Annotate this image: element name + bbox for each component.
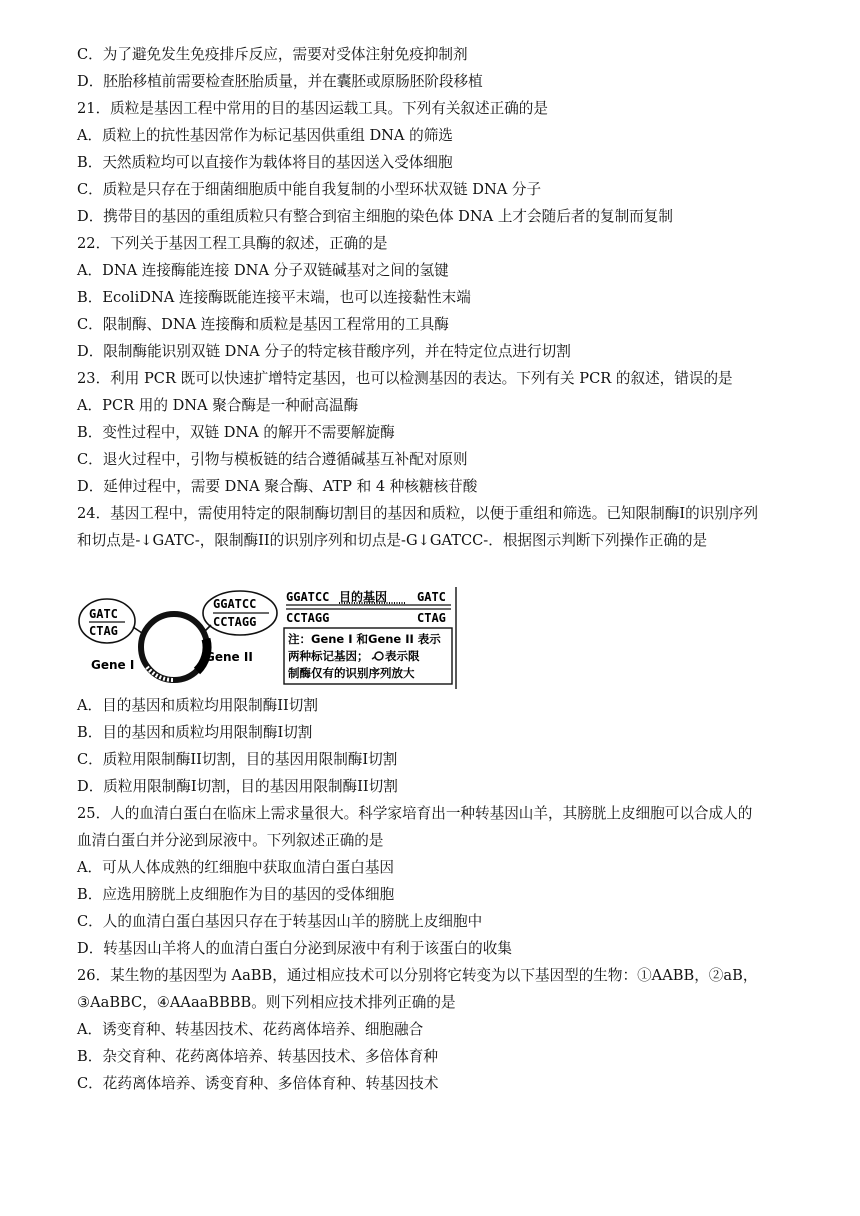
target-left-bottom: CCTAGG [286, 611, 330, 625]
gene2-label: Gene II [205, 650, 253, 664]
option-24d: D．质粒用限制酶I切割，目的基因用限制酶II切割 [77, 778, 398, 795]
left-bubble-bottom: CTAG [89, 624, 118, 638]
right-bubble-top: GGATCC [213, 597, 257, 611]
option-25b: B．应选用膀胱上皮细胞作为目的基因的受体细胞 [77, 886, 395, 903]
option-25c: C．人的血清白蛋白基因只存在于转基因山羊的膀胱上皮细胞中 [77, 913, 483, 930]
question-26-line2: ③AaBBC，④AAaaBBBB。则下列相应技术排列正确的是 [77, 994, 456, 1011]
question-24-line1: 24．基因工程中，需使用特定的限制酶切割目的基因和质粒，以便于重组和筛选。已知限制酶I的识别序列 [77, 505, 759, 522]
option-20c: C．为了避免发生免疫排斥反应，需要对受体注射免疫抑制剂 [77, 46, 468, 63]
option-23a: A．PCR 用的 DNA 聚合酶是一种耐高温酶 [77, 397, 359, 414]
option-24b: B．目的基因和质粒均用限制酶I切割 [77, 724, 313, 741]
gene1-label: Gene I [91, 658, 135, 672]
option-22d: D．限制酶能识别双链 DNA 分子的特定核苷酸序列，并在特定位点进行切割 [77, 343, 571, 360]
option-22c: C．限制酶、DNA 连接酶和质粒是基因工程常用的工具酶 [77, 316, 449, 333]
note-line2: 两种标记基因； [288, 649, 369, 663]
note-line2b: 表示限 [385, 649, 420, 663]
option-26b: B．杂交育种、花药离体培养、转基因技术、多倍体育种 [77, 1048, 438, 1065]
option-24a: A．目的基因和质粒均用限制酶II切割 [77, 697, 318, 714]
option-23b: B．变性过程中，双链 DNA 的解开不需要解旋酶 [77, 424, 395, 441]
option-24c: C．质粒用限制酶II切割，目的基因用限制酶I切割 [77, 751, 398, 768]
note-line3: 制酶仅有的识别序列放大 [288, 666, 415, 680]
diagram-svg [77, 587, 467, 691]
question-24-line2: 和切点是-↓GATC-，限制酶II的识别序列和切点是-G↓GATCC-．根据图示判断下列操作正确的是 [77, 532, 708, 549]
question-25-line1: 25．人的血清白蛋白在临床上需求量很大。科学家培育出一种转基因山羊，其膀胱上皮细胞可以合成人的 [77, 805, 753, 822]
option-25d: D．转基因山羊将人的血清白蛋白分泌到尿液中有利于该蛋白的收集 [77, 940, 512, 957]
option-22a: A．DNA 连接酶能连接 DNA 分子双链碱基对之间的氢键 [77, 262, 449, 279]
option-21b: B．天然质粒均可以直接作为载体将目的基因送入受体细胞 [77, 154, 453, 171]
option-21d: D．携带目的基因的重组质粒只有整合到宿主细胞的染色体 DNA 上才会随后者的复制而复制 [77, 208, 673, 225]
option-23c: C．退火过程中，引物与模板链的结合遵循碱基互补配对原则 [77, 451, 468, 468]
target-gene-label: 目的基因 [339, 590, 388, 604]
option-21c: C．质粒是只存在于细菌细胞质中能自我复制的小型环状双链 DNA 分子 [77, 181, 542, 198]
target-right-bottom: CTAG [417, 611, 446, 625]
option-26a: A．诱变育种、转基因技术、花药离体培养、细胞融合 [77, 1021, 424, 1038]
option-25a: A．可从人体成熟的红细胞中获取血清白蛋白基因 [77, 859, 395, 876]
restriction-enzyme-diagram [77, 587, 467, 691]
left-bubble-top: GATC [89, 607, 118, 621]
question-23: 23．利用 PCR 既可以快速扩增特定基因，也可以检测基因的表达。下列有关 PCR 的叙述，错误的是 [77, 370, 733, 387]
option-26c: C．花药离体培养、诱变育种、多倍体育种、转基因技术 [77, 1075, 439, 1092]
target-right-top: GATC [417, 590, 446, 604]
right-bubble-bottom: CCTAGG [213, 615, 257, 629]
question-22: 22．下列关于基因工程工具酶的叙述，正确的是 [77, 235, 388, 252]
option-22b: B．EcoliDNA 连接酶既能连接平末端，也可以连接黏性末端 [77, 289, 471, 306]
option-20d: D．胚胎移植前需要检查胚胎质量，并在囊胚或原肠胚阶段移植 [77, 73, 483, 90]
question-21: 21．质粒是基因工程中常用的目的基因运载工具。下列有关叙述正确的是 [77, 100, 548, 117]
question-26-line1: 26．某生物的基因型为 AaBB，通过相应技术可以分别将它转变为以下基因型的生物：①AABB，②aB， [77, 967, 758, 984]
question-25-line2: 血清白蛋白并分泌到尿液中。下列叙述正确的是 [77, 832, 384, 849]
option-21a: A．质粒上的抗性基因常作为标记基因供重组 DNA 的筛选 [77, 127, 453, 144]
note-line1: 注：Gene I 和Gene II 表示 [288, 632, 441, 646]
option-23d: D．延伸过程中，需要 DNA 聚合酶、ATP 和 4 种核糖核苷酸 [77, 478, 478, 495]
target-left-top: GGATCC [286, 590, 330, 604]
